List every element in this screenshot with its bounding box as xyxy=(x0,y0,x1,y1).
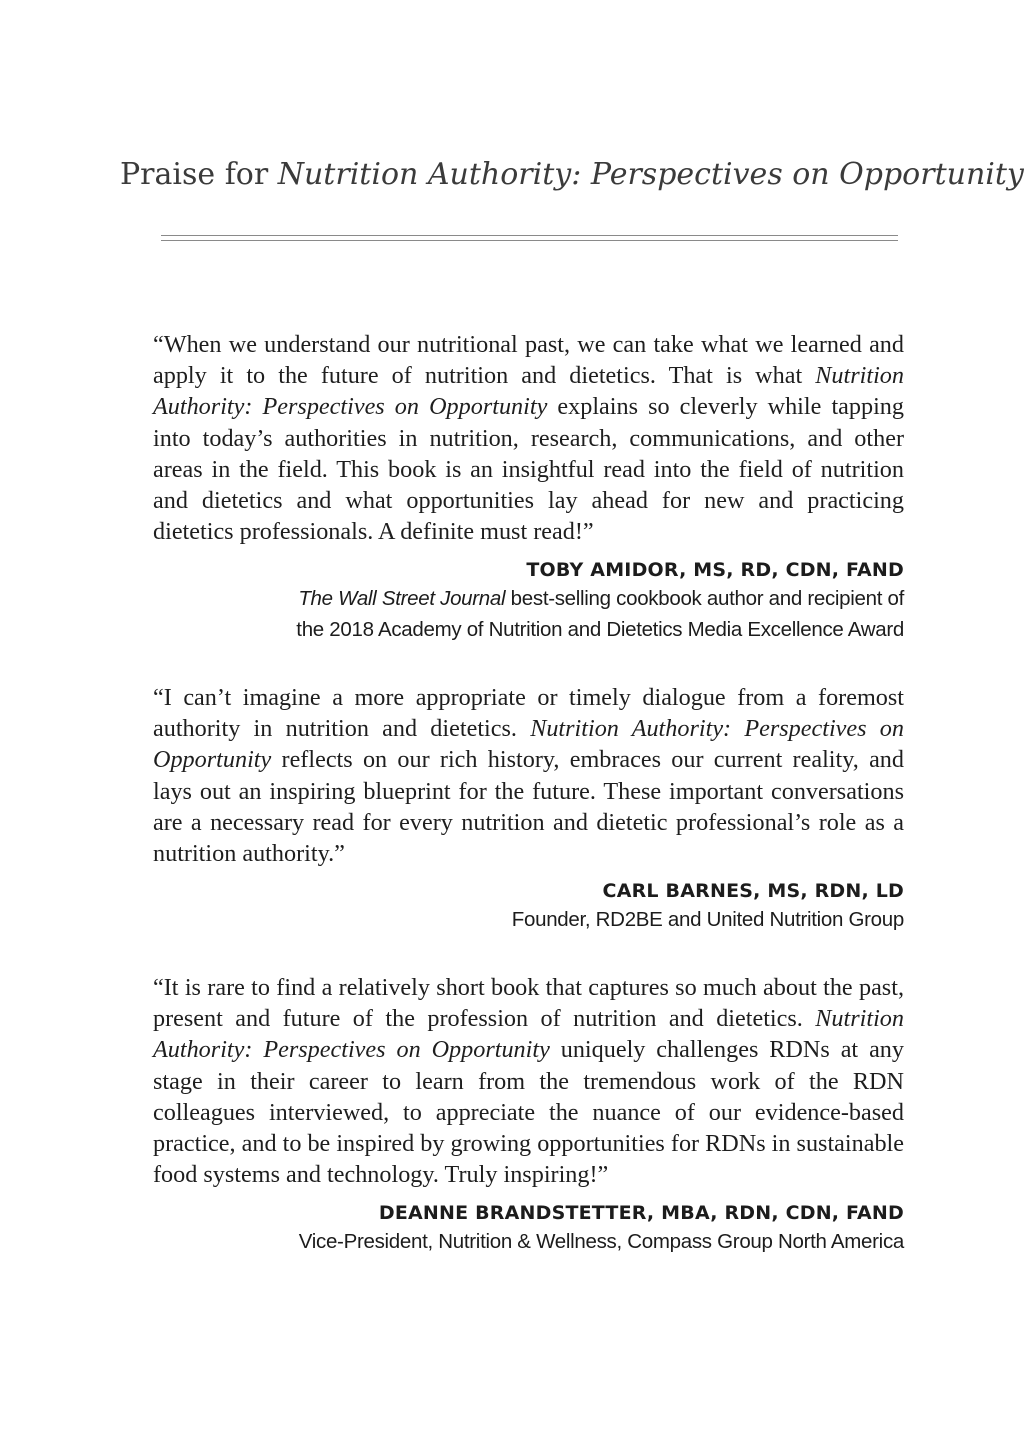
quote-text: reflects on our rich history, embraces our current reality, and lays out an inspiring blueprint for the future. These important conversations are a necessary read for every nutrition and dietetic professional’s role as a nutrition authority.” xyxy=(153,746,904,868)
author-role: Founder, RD2BE and United Nutrition Group xyxy=(511,908,904,931)
testimonial-quote-2 xyxy=(153,682,904,869)
author-name: TOBY AMIDOR, MS, RD, CDN, FAND xyxy=(526,559,904,581)
testimonial-quote-1 xyxy=(153,329,904,547)
author-role-text: best-selling cookbook author and recipient of xyxy=(505,587,904,610)
author-role-line-2: the 2018 Academy of Nutrition and Dietetics Media Excellence Award xyxy=(296,618,904,641)
title-prefix: Praise for xyxy=(120,157,278,192)
author-role xyxy=(104,583,904,614)
testimonial-quote-3 xyxy=(153,972,904,1190)
author-role: Vice-President, Nutrition & Wellness, Compass Group North America xyxy=(298,1230,904,1253)
title-book-name: Nutrition Authority: Perspectives on Opportunity xyxy=(277,157,1024,192)
author-name: CARL BARNES, MS, RDN, LD xyxy=(602,880,904,902)
quote-text: explains so cleverly while tapping into today’s authorities in nutrition, research, communications, and other areas in the field. This book is an insightful read into the field of nutrition and dietetics and what opportunities lay ahead for new and practicing dietetics professionals. A definite must read!” xyxy=(153,393,904,546)
quote-text: “When we understand our nutritional past, we can take what we learned and apply it to the future of nutrition and dietetics. That is what xyxy=(153,331,904,390)
quote-text: “It is rare to find a relatively short book that captures so much about the past, present and future of the profession of nutrition and dietetics. xyxy=(153,974,904,1033)
testimonial-attribution-1 xyxy=(104,557,904,645)
quote-text: uniquely challenges RDNs at any stage in their career to learn from the tremendous work of the RDN colleagues interviewed, to appreciate the nuance of our evidence-based practice, and to be inspired by growing opportunities for RDNs in sustainable food systems and technology. Truly inspiring!” xyxy=(153,1036,905,1189)
author-name: DEANNE BRANDSTETTER, MBA, RDN, CDN, FAND xyxy=(378,1202,904,1224)
author-role-italic: The Wall Street Journal xyxy=(298,587,506,610)
testimonial-attribution-3 xyxy=(104,1200,904,1257)
title-divider-bottom xyxy=(161,240,898,241)
quote-book-title: Nutrition Authority: Perspectives on Opportunity xyxy=(153,715,904,774)
page-title xyxy=(120,155,1024,195)
quote-text: “I can’t imagine a more appropriate or timely dialogue from a foremost authority in nutrition and dietetics. xyxy=(153,684,904,743)
quote-book-title: Nutrition Authority: Perspectives on Opportunity xyxy=(153,1005,904,1064)
quote-book-title: Nutrition Authority: Perspectives on Opportunity xyxy=(153,362,904,421)
title-divider-top xyxy=(161,235,898,236)
testimonial-attribution-2 xyxy=(104,878,904,935)
